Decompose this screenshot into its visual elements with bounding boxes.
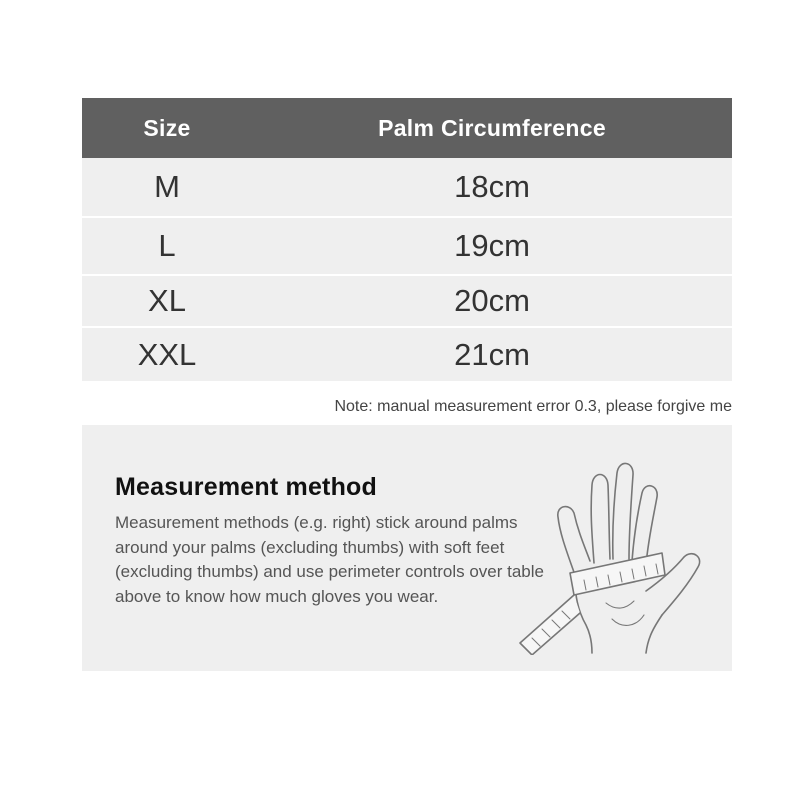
palm-cell: 20cm <box>454 283 530 318</box>
palm-cell: 19cm <box>454 228 530 263</box>
palm-cell: 21cm <box>454 336 530 372</box>
size-cell: XXL <box>137 336 197 372</box>
table-row <box>82 274 732 326</box>
table-row <box>82 326 732 381</box>
size-cell: M <box>154 169 180 204</box>
palm-cell: 18cm <box>454 169 530 204</box>
size-cell: L <box>158 228 176 263</box>
table-row <box>82 158 732 216</box>
measurement-note: Note: manual measurement error 0.3, please forgive me <box>334 398 732 415</box>
measurement-title: Measurement method <box>115 473 377 501</box>
header-size: Size <box>143 114 191 141</box>
table-row <box>82 216 732 274</box>
header-palm-circumference: Palm Circumference <box>378 114 606 141</box>
measurement-description: Measurement methods (e.g. right) stick around palms around your palms (excluding thumbs) with soft feet (excluding thumbs) and use perimeter controls over table above to know how much gloves you wear. <box>115 513 544 606</box>
hand-measuring-tape-icon <box>514 443 724 655</box>
size-table <box>82 98 732 381</box>
measurement-panel <box>82 425 732 671</box>
table-header <box>82 98 732 158</box>
size-cell: XL <box>148 283 186 318</box>
